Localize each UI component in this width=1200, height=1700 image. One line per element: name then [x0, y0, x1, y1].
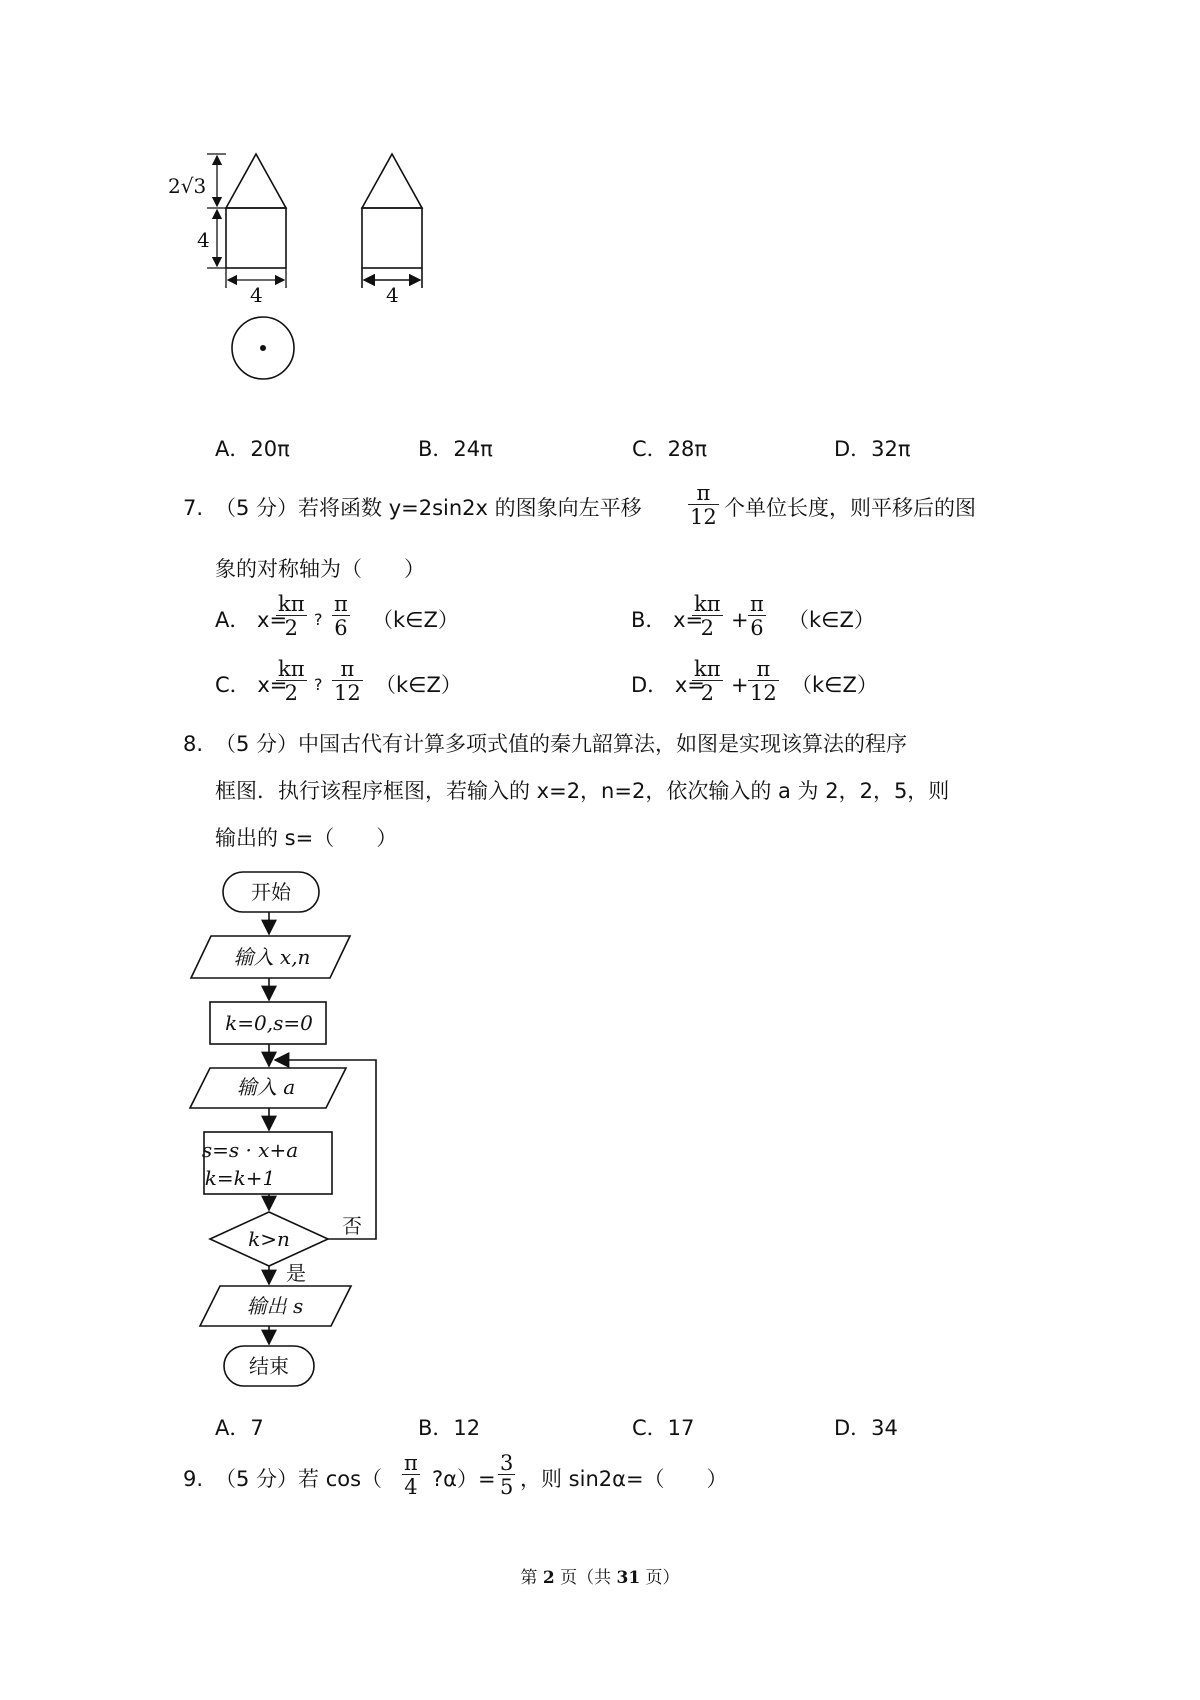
- flow-end-text: 结束: [249, 1354, 289, 1378]
- footer-total-pages: 31: [616, 1568, 641, 1588]
- q7-option-b-prefix: B． x=: [631, 608, 704, 632]
- q7-fraction: π 12: [690, 481, 717, 529]
- q7-stem-c: 象的对称轴为（ ）: [215, 557, 425, 581]
- q9-part-2: ，则 sin2α=（ ）: [520, 1467, 728, 1491]
- footer-mid: 页（共: [554, 1568, 617, 1588]
- q9-number: 9.: [183, 1467, 204, 1491]
- q9-fraction-2: 3 5: [500, 1451, 514, 1499]
- q7-option-c-frac1: kπ 2: [278, 657, 305, 705]
- q7-stem-a: （5 分）若将函数 y=2sin2x 的图象向左平移: [215, 496, 642, 520]
- q7-option-b-op: +: [731, 608, 749, 632]
- flow-input-xn-text: 输入 x,n: [233, 945, 311, 969]
- q7-option-d-suffix: （k∈Z）: [791, 673, 878, 697]
- flow-update-1-text: s=s · x+a: [201, 1138, 299, 1162]
- q7-option-b-frac2: π 6: [750, 592, 764, 640]
- front-view: [226, 154, 286, 268]
- q7-option-a-prefix: A． x=: [215, 608, 288, 632]
- q7-option-d-frac2: π 12: [750, 657, 777, 705]
- flow-update-2-text: k=k+1: [204, 1166, 276, 1190]
- q8-option-a[interactable]: A．7: [215, 1416, 264, 1440]
- q6-option-a[interactable]: A．20π: [215, 437, 290, 461]
- flow-start-text: 开始: [251, 880, 291, 904]
- q7-option-b-suffix: （k∈Z）: [788, 608, 875, 632]
- height-label: 2√3: [168, 174, 207, 198]
- q8-line-3: 输出的 s=（ ）: [215, 826, 398, 850]
- q6-option-c[interactable]: C．28π: [632, 437, 708, 461]
- q8-line-1: （5 分）中国古代有计算多项式值的秦九韶算法，如图是实现该算法的程序: [215, 732, 908, 756]
- q7-option-a-op: ?: [314, 610, 323, 629]
- q7-option-d-frac1: kπ 2: [694, 657, 721, 705]
- flow-output-text: 输出 s: [246, 1294, 304, 1318]
- q7-number: 7.: [183, 496, 204, 520]
- footer-suffix: 页）: [640, 1568, 680, 1588]
- q7-option-c-prefix: C． x=: [215, 673, 288, 697]
- footer-prefix: 第: [520, 1568, 543, 1588]
- footer-page-number: 2: [542, 1568, 555, 1588]
- q9-part-1: （5 分）若 cos（: [215, 1467, 383, 1491]
- width2-label: 4: [386, 283, 399, 307]
- q8-option-d[interactable]: D．34: [834, 1416, 898, 1440]
- q6-option-b[interactable]: B．24π: [418, 437, 493, 461]
- q8-option-c[interactable]: C．17: [632, 1416, 695, 1440]
- q7-option-a-frac1: kπ 2: [278, 592, 305, 640]
- q7-option-c-suffix: （k∈Z）: [375, 673, 462, 697]
- q7-option-a-frac2: π 6: [334, 592, 348, 640]
- side-view: [362, 154, 422, 288]
- q7-stem-b: 个单位长度，则平移后的图: [724, 496, 976, 520]
- q7-option-c-op: ?: [314, 675, 323, 694]
- q8-option-b[interactable]: B．12: [418, 1416, 481, 1440]
- flowchart: [180, 860, 420, 1400]
- q7-option-d-op: +: [731, 673, 749, 697]
- q7-option-b-frac1: kπ 2: [694, 592, 721, 640]
- side-label: 4: [197, 228, 210, 252]
- q7-option-a-suffix: （k∈Z）: [372, 608, 459, 632]
- flow-cond-text: k>n: [248, 1227, 290, 1251]
- width-label: 4: [250, 283, 263, 307]
- flow-input-a-text: 输入 a: [236, 1075, 296, 1099]
- q8-number: 8.: [183, 732, 204, 756]
- flow-no-label: 否: [342, 1214, 362, 1238]
- q7-option-c-frac2: π 12: [334, 657, 361, 705]
- q9-op: ?α）=: [432, 1467, 496, 1491]
- q6-option-d[interactable]: D．32π: [834, 437, 911, 461]
- three-view-figure: [160, 140, 480, 400]
- q9-fraction-1: π 4: [404, 1451, 418, 1499]
- flow-init-text: k=0,s=0: [225, 1011, 313, 1035]
- q8-line-2: 框图．执行该程序框图，若输入的 x=2，n=2，依次输入的 a 为 2，2，5，则: [215, 779, 950, 803]
- flow-yes-label: 是: [286, 1261, 306, 1285]
- page-footer: [0, 1563, 1200, 1588]
- top-view: [232, 317, 294, 379]
- q7-option-d-prefix: D． x=: [631, 673, 705, 697]
